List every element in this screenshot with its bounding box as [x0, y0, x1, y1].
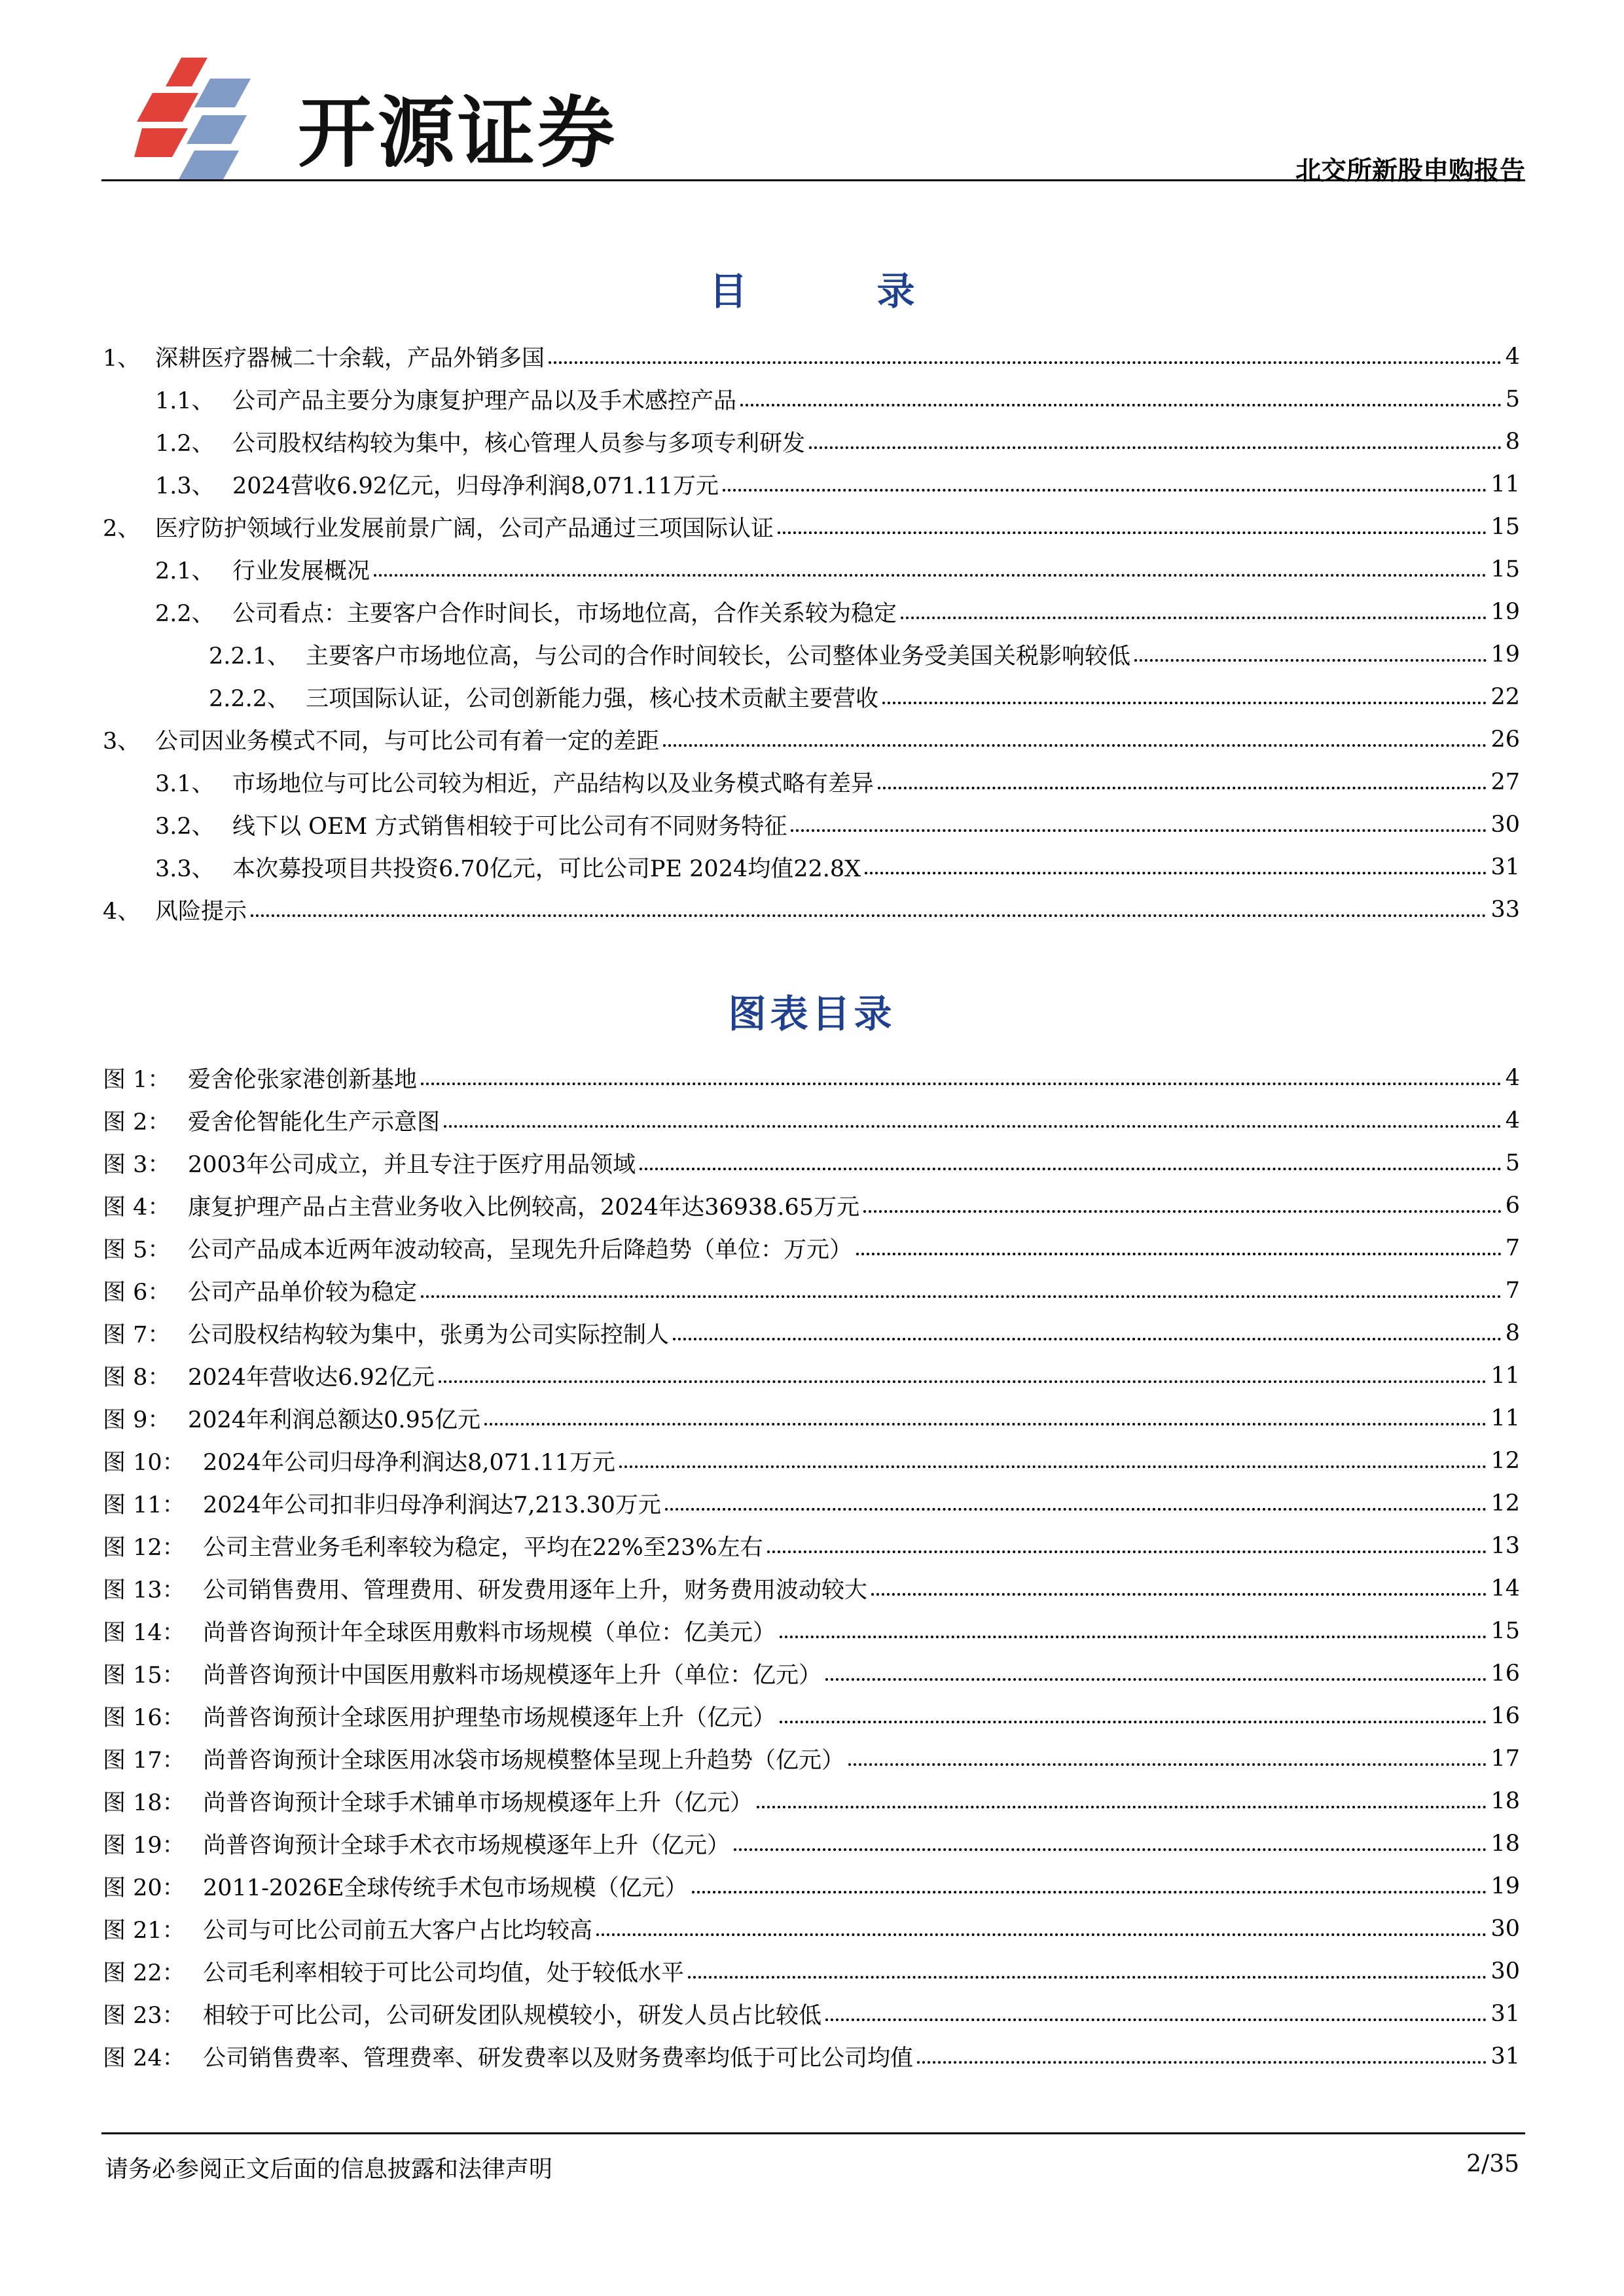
figure-entry-title: 2024年营收达6.92亿元 [188, 1364, 435, 1391]
dot-leader [673, 1338, 1502, 1340]
figure-entry[interactable] [103, 1737, 1520, 1780]
toc-entry-page: 22 [1490, 683, 1520, 710]
toc-entry-title: 公司产品主要分为康复护理产品以及手术感控产品 [232, 387, 737, 414]
toc-entry-number: 2.1、 [155, 558, 215, 584]
toc-entry-page: 8 [1505, 428, 1520, 455]
figure-entry[interactable] [103, 1524, 1520, 1567]
figure-entry-title: 2024年公司扣非归母净利润达7,213.30万元 [203, 1492, 661, 1518]
toc-entry-number: 2.2.1、 [209, 643, 291, 670]
toc-entry-number: 1.1、 [155, 387, 215, 414]
figure-entry-title: 公司与可比公司前五大客户占比均较高 [203, 1917, 593, 1944]
figure-entry-number: 图 6： [103, 1279, 171, 1306]
figure-entry-page: 18 [1490, 1830, 1520, 1857]
header-divider [101, 179, 1525, 181]
toc-list [103, 335, 1520, 931]
figure-entry[interactable] [103, 1184, 1520, 1227]
figure-entry[interactable] [103, 1312, 1520, 1354]
dot-leader [640, 1168, 1502, 1170]
figure-entry[interactable] [103, 1865, 1520, 1907]
figure-entry-title: 公司毛利率相较于可比公司均值，处于较低水平 [203, 1960, 685, 1986]
figure-entry-number: 图 24： [103, 2045, 185, 2072]
toc-entry[interactable] [103, 420, 1520, 463]
toc-entry-number: 4、 [103, 898, 141, 925]
dot-leader [791, 829, 1487, 832]
figure-entry-number: 图 9： [103, 1407, 171, 1433]
figure-entry[interactable] [103, 1780, 1520, 1822]
figure-entry-title: 2024年利润总额达0.95亿元 [188, 1407, 481, 1433]
toc-entry-number: 3.2、 [155, 813, 215, 840]
dot-leader [778, 531, 1487, 534]
toc-entry-page: 15 [1490, 556, 1520, 583]
figure-entry-number: 图 18： [103, 1789, 185, 1816]
figure-entry-title: 2011-2026E全球传统手术包市场规模（亿元） [203, 1874, 688, 1901]
dot-leader [757, 1806, 1487, 1808]
figure-entry-number: 图 17： [103, 1747, 185, 1774]
figures-index-list [103, 1056, 1520, 2077]
figure-entry-page: 6 [1505, 1192, 1520, 1219]
figure-entry[interactable] [103, 1695, 1520, 1737]
figure-entry-page: 16 [1490, 1660, 1520, 1687]
figure-entry[interactable] [103, 1482, 1520, 1524]
footer-disclaimer: 请务必参阅正文后面的信息披露和法律声明 [105, 2156, 553, 2183]
dot-leader [663, 744, 1487, 747]
figure-entry-page: 12 [1490, 1490, 1520, 1516]
figure-entry[interactable] [103, 2035, 1520, 2077]
figure-entry-number: 图 16： [103, 1704, 185, 1731]
figure-entry-number: 图 5： [103, 1236, 171, 1263]
toc-entry-page: 30 [1490, 811, 1520, 838]
toc-entry-title: 公司看点：主要客户合作时间长，市场地位高，合作关系较为稳定 [232, 600, 897, 627]
figure-entry-number: 图 11： [103, 1492, 185, 1518]
toc-entry[interactable] [103, 803, 1520, 846]
dot-leader [856, 1253, 1502, 1255]
figure-entry[interactable] [103, 1227, 1520, 1269]
figure-entry-page: 31 [1490, 2000, 1520, 2027]
toc-entry-title: 风险提示 [155, 898, 247, 925]
figure-entry-title: 2003年公司成立，并且专注于医疗用品领域 [188, 1151, 636, 1178]
figure-entry-title: 爱舍伦张家港创新基地 [188, 1066, 418, 1093]
toc-entry[interactable] [103, 335, 1520, 378]
dot-leader [825, 1678, 1487, 1681]
toc-title: 目 录 [709, 269, 961, 314]
toc-entry-page: 11 [1490, 471, 1520, 497]
figure-entry-title: 爱舍伦智能化生产示意图 [188, 1109, 441, 1136]
toc-entry-number: 3、 [103, 728, 141, 755]
dot-leader [734, 1848, 1487, 1851]
toc-entry-number: 3.1、 [155, 770, 215, 797]
figure-entry-number: 图 1： [103, 1066, 171, 1093]
dot-leader [1134, 659, 1487, 662]
dot-leader [439, 1380, 1487, 1383]
figure-entry-page: 18 [1490, 1787, 1520, 1814]
dot-leader [917, 2061, 1487, 2064]
toc-entry-page: 27 [1490, 768, 1520, 795]
toc-entry-title: 三项国际认证，公司创新能力强，核心技术贡献主要营收 [306, 685, 879, 712]
figure-entry-page: 31 [1490, 2043, 1520, 2070]
figure-entry-page: 19 [1490, 1873, 1520, 1899]
figure-entry[interactable] [103, 1141, 1520, 1184]
dot-leader [863, 1210, 1502, 1213]
figure-entry-page: 30 [1490, 1958, 1520, 1984]
toc-entry-number: 1、 [103, 345, 141, 372]
dot-leader [251, 914, 1487, 917]
toc-entry[interactable] [103, 548, 1520, 590]
figure-entry-number: 图 22： [103, 1960, 185, 1986]
toc-entry[interactable] [103, 378, 1520, 420]
dot-leader [767, 1551, 1487, 1553]
dot-leader [484, 1423, 1487, 1426]
figure-entry-number: 图 8： [103, 1364, 171, 1391]
toc-entry-page: 31 [1490, 853, 1520, 880]
toc-entry-title: 深耕医疗器械二十余载，产品外销多国 [155, 345, 545, 372]
figure-entry[interactable] [103, 1099, 1520, 1141]
figure-entry-title: 公司主营业务毛利率较为稳定，平均在22%至23%左右 [203, 1534, 763, 1561]
toc-entry-page: 26 [1490, 726, 1520, 753]
toc-entry-title: 本次募投项目共投资6.70亿元，可比公司PE 2024均值22.8X [232, 855, 861, 882]
figure-entry-number: 图 12： [103, 1534, 185, 1561]
figure-entry-page: 11 [1490, 1405, 1520, 1431]
figure-entry-title: 尚普咨询预计全球手术衣市场规模逐年上升（亿元） [203, 1832, 731, 1859]
dot-leader [374, 574, 1487, 577]
dot-leader [865, 872, 1487, 874]
toc-entry-title: 医疗防护领域行业发展前景广阔，公司产品通过三项国际认证 [155, 515, 774, 542]
figure-entry-title: 尚普咨询预计年全球医用敷料市场规模（单位：亿美元） [203, 1619, 776, 1646]
toc-entry-number: 2.2、 [155, 600, 215, 627]
figure-entry-page: 13 [1490, 1532, 1520, 1559]
toc-entry-page: 19 [1490, 598, 1520, 625]
page-number: 2/35 [1466, 2151, 1519, 2178]
figure-entry-title: 公司销售费用、管理费用、研发费用逐年上升，财务费用波动较大 [203, 1577, 868, 1604]
figure-entry-page: 17 [1490, 1745, 1520, 1772]
toc-entry[interactable] [103, 846, 1520, 888]
toc-entry-number: 1.2、 [155, 430, 215, 457]
figure-entry-number: 图 2： [103, 1109, 171, 1136]
figure-entry-page: 15 [1490, 1617, 1520, 1644]
toc-entry-page: 33 [1490, 896, 1520, 923]
figure-entry-page: 4 [1505, 1064, 1520, 1091]
figure-entry-number: 图 15： [103, 1662, 185, 1689]
dot-leader [780, 1636, 1487, 1638]
toc-entry-page: 19 [1490, 641, 1520, 668]
figure-entry-title: 尚普咨询预计全球手术铺单市场规模逐年上升（亿元） [203, 1789, 753, 1816]
dot-leader [809, 446, 1502, 449]
figure-entry-page: 14 [1490, 1575, 1520, 1602]
dot-leader [665, 1508, 1487, 1511]
figure-entry-number: 图 13： [103, 1577, 185, 1604]
figure-entry[interactable] [103, 1822, 1520, 1865]
figure-entry-title: 尚普咨询预计全球医用护理垫市场规模逐年上升（亿元） [203, 1704, 776, 1731]
figure-entry-page: 5 [1505, 1149, 1520, 1176]
dot-leader [740, 404, 1502, 406]
dot-leader [723, 489, 1487, 492]
dot-leader [688, 1976, 1487, 1979]
toc-entry-page: 5 [1505, 386, 1520, 412]
logo-mark-icon [134, 52, 252, 183]
figure-entry-title: 2024年公司归母净利润达8,071.11万元 [203, 1449, 615, 1476]
figure-entry-title: 尚普咨询预计中国医用敷料市场规模逐年上升（单位：亿元） [203, 1662, 822, 1689]
figure-entry[interactable] [103, 1397, 1520, 1439]
dot-leader [444, 1125, 1502, 1128]
figure-entry[interactable] [103, 1652, 1520, 1695]
figure-entry-number: 图 7： [103, 1321, 171, 1348]
toc-entry-title: 公司因业务模式不同，与可比公司有着一定的差距 [155, 728, 660, 755]
toc-entry-title: 线下以 OEM 方式销售相较于可比公司有不同财务特征 [232, 813, 787, 840]
figure-entry-title: 公司销售费率、管理费率、研发费率以及财务费率均低于可比公司均值 [203, 2045, 914, 2072]
figure-entry-page: 8 [1505, 1319, 1520, 1346]
toc-entry-number: 1.3、 [155, 473, 215, 499]
figure-entry[interactable] [103, 1439, 1520, 1482]
toc-entry-title: 主要客户市场地位高，与公司的合作时间较长，公司整体业务受美国关税影响较低 [306, 643, 1131, 670]
toc-entry-title: 市场地位与可比公司较为相近，产品结构以及业务模式略有差异 [232, 770, 875, 797]
page-header [105, 39, 1525, 186]
figure-entry-title: 康复护理产品占主营业务收入比例较高，2024年达36938.65万元 [188, 1194, 860, 1221]
figure-entry-number: 图 23： [103, 2002, 185, 2029]
toc-entry-title: 2024营收6.92亿元，归母净利润8,071.11万元 [232, 473, 719, 499]
figure-entry-number: 图 14： [103, 1619, 185, 1646]
toc-entry[interactable] [103, 675, 1520, 718]
toc-entry-title: 公司股权结构较为集中，核心管理人员参与多项专利研发 [232, 430, 806, 457]
figure-entry-page: 7 [1505, 1277, 1520, 1304]
figure-entry-title: 尚普咨询预计全球医用冰袋市场规模整体呈现上升趋势（亿元） [203, 1747, 845, 1774]
figure-entry-title: 相较于可比公司，公司研发团队规模较小，研发人员占比较低 [203, 2002, 822, 2029]
figure-entry[interactable] [103, 1992, 1520, 2035]
dot-leader [692, 1891, 1487, 1893]
footer-divider [101, 2132, 1525, 2134]
figure-entry-number: 图 4： [103, 1194, 171, 1221]
figure-entry-number: 图 21： [103, 1917, 185, 1944]
toc-entry[interactable] [103, 633, 1520, 675]
figure-entry-page: 11 [1490, 1362, 1520, 1389]
dot-leader [780, 1721, 1487, 1723]
toc-entry-number: 3.3、 [155, 855, 215, 882]
toc-entry-page: 15 [1490, 513, 1520, 540]
figure-entry-page: 7 [1505, 1234, 1520, 1261]
figure-entry[interactable] [103, 1950, 1520, 1992]
toc-entry[interactable] [103, 761, 1520, 803]
figure-entry-number: 图 20： [103, 1874, 185, 1901]
figure-entry[interactable] [103, 1907, 1520, 1950]
figure-entry-page: 16 [1490, 1702, 1520, 1729]
figure-entry[interactable] [103, 1567, 1520, 1609]
figure-entry-title: 公司产品成本近两年波动较高，呈现先升后降趋势（单位：万元） [188, 1236, 853, 1263]
dot-leader [871, 1593, 1487, 1596]
dot-leader [596, 1933, 1487, 1936]
toc-entry[interactable] [103, 505, 1520, 548]
figure-entry-page: 12 [1490, 1447, 1520, 1474]
dot-leader [901, 617, 1487, 619]
figure-entry[interactable] [103, 1269, 1520, 1312]
toc-entry[interactable] [103, 590, 1520, 633]
toc-entry[interactable] [103, 463, 1520, 505]
dot-leader [878, 787, 1487, 789]
company-logo [134, 52, 697, 183]
logo-text: 开源证券 [298, 88, 618, 178]
toc-entry[interactable] [103, 888, 1520, 931]
dot-leader [549, 361, 1502, 364]
dot-leader [421, 1295, 1502, 1298]
figure-entry-title: 公司产品单价较为稳定 [188, 1279, 418, 1306]
toc-entry-number: 2、 [103, 515, 141, 542]
figure-entry-page: 4 [1505, 1107, 1520, 1134]
dot-leader [848, 1763, 1487, 1766]
figure-entry-number: 图 10： [103, 1449, 185, 1476]
dot-leader [882, 702, 1487, 704]
dot-leader [421, 1083, 1502, 1085]
figure-entry-number: 图 19： [103, 1832, 185, 1859]
figure-entry-page: 30 [1490, 1915, 1520, 1942]
figure-entry-number: 图 3： [103, 1151, 171, 1178]
toc-entry-page: 4 [1505, 343, 1520, 370]
toc-entry-title: 行业发展概况 [232, 558, 370, 584]
report-type-label: 北交所新股申购报告 [1295, 156, 1525, 186]
figure-entry-title: 公司股权结构较为集中，张勇为公司实际控制人 [188, 1321, 670, 1348]
toc-entry[interactable] [103, 718, 1520, 761]
figure-entry[interactable] [103, 1056, 1520, 1099]
dot-leader [619, 1465, 1487, 1468]
figures-index-title: 图表目录 [728, 992, 896, 1036]
figure-entry[interactable] [103, 1354, 1520, 1397]
dot-leader [825, 2018, 1487, 2021]
figure-entry[interactable] [103, 1609, 1520, 1652]
toc-entry-number: 2.2.2、 [209, 685, 291, 712]
